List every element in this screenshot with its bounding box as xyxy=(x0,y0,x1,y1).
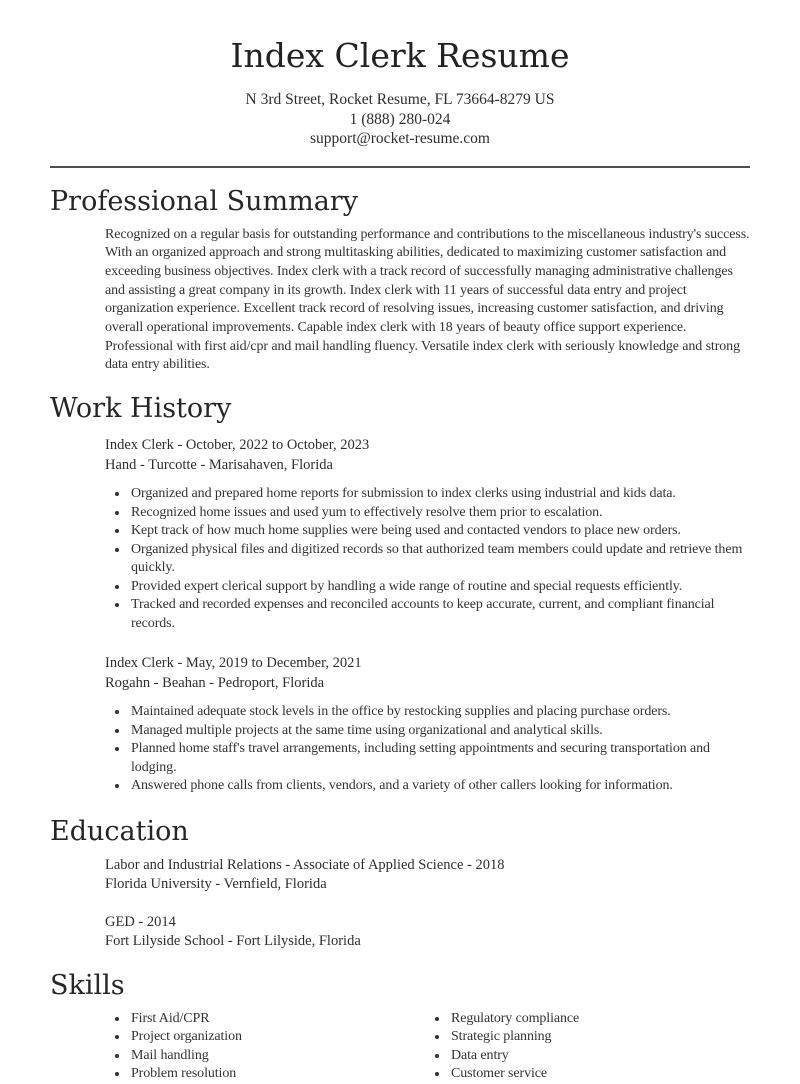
job-entry-1 xyxy=(105,435,750,633)
job-bullet-list xyxy=(105,703,750,796)
job-bullet: • Organized and prepared home reports for submission to index clerks using industrial and kids data. xyxy=(129,485,750,504)
skills-list-right xyxy=(425,1010,750,1084)
job-bullet: • Maintained adequate stock levels in the office by restocking supplies and placing purchase orders. xyxy=(129,703,750,722)
education-entry-1 xyxy=(105,856,750,895)
summary-heading: Professional Summary xyxy=(50,185,358,217)
skills-column-right xyxy=(425,1010,750,1084)
section-professional-summary xyxy=(50,186,750,376)
resume-header xyxy=(50,36,750,149)
skills-heading: Skills xyxy=(50,969,125,1001)
education-degree: Labor and Industrial Relations - Associate of Applied Science - 2018 xyxy=(105,856,505,873)
section-education xyxy=(50,816,750,952)
summary-text: Recognized on a regular basis for outstanding performance and contributions to the miscellaneous industry's success. With an organized approach and strong multitasking abilities, dedicated to maximizing customer satisfaction and exceeding business objectives. Index clerk with a track record of successfully managing administrative challenges and assisting a great company in its growth. Index clerk with 11 years of successful data entry and project organization experience. Excellent track record of resolving issues, increasing customer satisfaction, and driving overall operational improvements. Capable index clerk with 18 years of beauty office support experience. Professional with first aid/cpr and mail handling fluency. Versatile index clerk with seriously knowledge and strong data entry abilities. xyxy=(105,226,750,373)
job-bullet: • Tracked and recorded expenses and reconciled accounts to keep accurate, current, and compliant financial records. xyxy=(129,596,750,633)
header-divider xyxy=(50,166,750,168)
contact-email: support@rocket-resume.com xyxy=(310,130,490,147)
job-bullet: • Planned home staff's travel arrangements, including setting appointments and securing transportation and lodging. xyxy=(129,740,750,777)
job-bullet: • Provided expert clerical support by handling a wide range of routine and special requests efficiently. xyxy=(129,578,750,597)
job-title: Index Clerk - May, 2019 to December, 2021 xyxy=(105,655,362,672)
job-bullet-list xyxy=(105,485,750,633)
job-bullet: • Organized physical files and digitized records so that authorized team members could update and retrieve them quickly. xyxy=(129,541,750,578)
section-skills xyxy=(50,970,750,1084)
skills-column-left xyxy=(105,1010,425,1084)
skill-item: • First Aid/CPR xyxy=(129,1010,425,1029)
education-school: Fort Lilyside School - Fort Lilyside, Florida xyxy=(105,933,361,950)
job-bullet: • Recognized home issues and used yum to effectively resolve them prior to escalation. xyxy=(129,504,750,523)
skill-item: • Data entry xyxy=(449,1047,750,1066)
job-employer: Rogahn - Beahan - Pedroport, Florida xyxy=(105,675,325,692)
skills-list-left xyxy=(105,1010,425,1084)
job-bullet: • Managed multiple projects at the same time using organizational and analytical skills. xyxy=(129,722,750,741)
page-title: Index Clerk Resume xyxy=(230,36,570,75)
education-heading: Education xyxy=(50,815,189,847)
job-employer: Hand - Turcotte - Marisahaven, Florida xyxy=(105,457,333,474)
job-bullet: • Kept track of how much home supplies were being used and contacted vendors to place new orders. xyxy=(129,522,750,541)
job-entry-2 xyxy=(105,653,750,796)
work-history-heading: Work History xyxy=(50,393,232,425)
contact-address: N 3rd Street, Rocket Resume, FL 73664-8279 US xyxy=(245,91,555,108)
contact-phone: 1 (888) 280-024 xyxy=(349,110,451,128)
skill-item: • Problem resolution xyxy=(129,1065,425,1084)
education-school: Florida University - Vernfield, Florida xyxy=(105,876,327,893)
section-work-history xyxy=(50,393,750,796)
skill-item: • Customer service xyxy=(449,1065,750,1084)
job-bullet: • Answered phone calls from clients, vendors, and a variety of other callers looking for information. xyxy=(129,777,750,796)
education-entry-2 xyxy=(105,913,750,952)
job-title: Index Clerk - October, 2022 to October, 2023 xyxy=(105,437,370,454)
skill-item: • Project organization xyxy=(129,1028,425,1047)
education-degree: GED - 2014 xyxy=(105,913,176,930)
skill-item: • Mail handling xyxy=(129,1047,425,1066)
skill-item: • Regulatory compliance xyxy=(449,1010,750,1029)
skill-item: • Strategic planning xyxy=(449,1028,750,1047)
skills-columns xyxy=(105,1010,750,1084)
